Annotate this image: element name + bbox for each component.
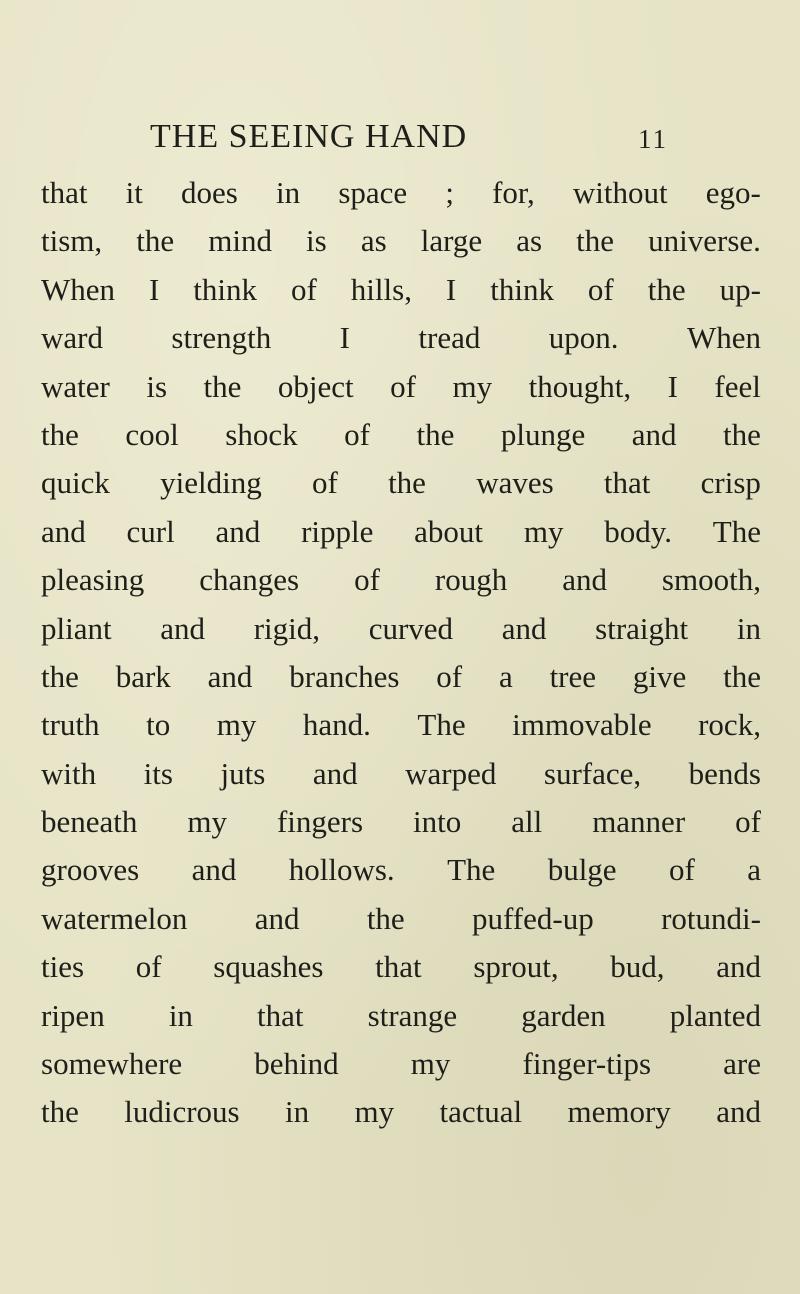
- text-line: beneath my fingers into all manner of: [41, 804, 761, 840]
- text-line: truth to my hand. The immovable rock,: [41, 707, 761, 743]
- text-line: ripen in that strange garden planted: [41, 997, 761, 1033]
- text-line: that it does in space ; for, without ego-: [41, 175, 761, 210]
- text-line: the ludicrous in my tactual memory and: [41, 1094, 761, 1130]
- text-line: watermelon and the puffed-up rotundi-: [41, 900, 761, 936]
- text-line: pliant and rigid, curved and straight in: [41, 610, 761, 646]
- text-line: water is the object of my thought, I feel: [41, 368, 761, 404]
- text-line: the bark and branches of a tree give the: [41, 658, 761, 694]
- text-line: tism, the mind is as large as the universe.: [41, 223, 761, 259]
- text-line: ties of squashes that sprout, bud, and: [41, 949, 761, 985]
- text-line: somewhere behind my finger-tips are: [41, 1046, 761, 1082]
- text-line: pleasing changes of rough and smooth,: [41, 562, 761, 598]
- text-line: When I think of hills, I think of the up-: [41, 271, 761, 307]
- running-head: [150, 118, 670, 162]
- text-line: grooves and hollows. The bulge of a: [41, 852, 761, 888]
- text-line: ward strength I tread upon. When: [41, 320, 761, 356]
- text-line: the cool shock of the plunge and the: [41, 416, 761, 452]
- running-title: THE SEEING HAND: [150, 118, 468, 155]
- page-number: 11: [638, 124, 668, 154]
- body-text: [41, 169, 761, 1137]
- text-line: quick yielding of the waves that crisp: [41, 465, 761, 501]
- text-line: with its juts and warped surface, bends: [41, 755, 761, 791]
- text-line: and curl and ripple about my body. The: [41, 513, 761, 549]
